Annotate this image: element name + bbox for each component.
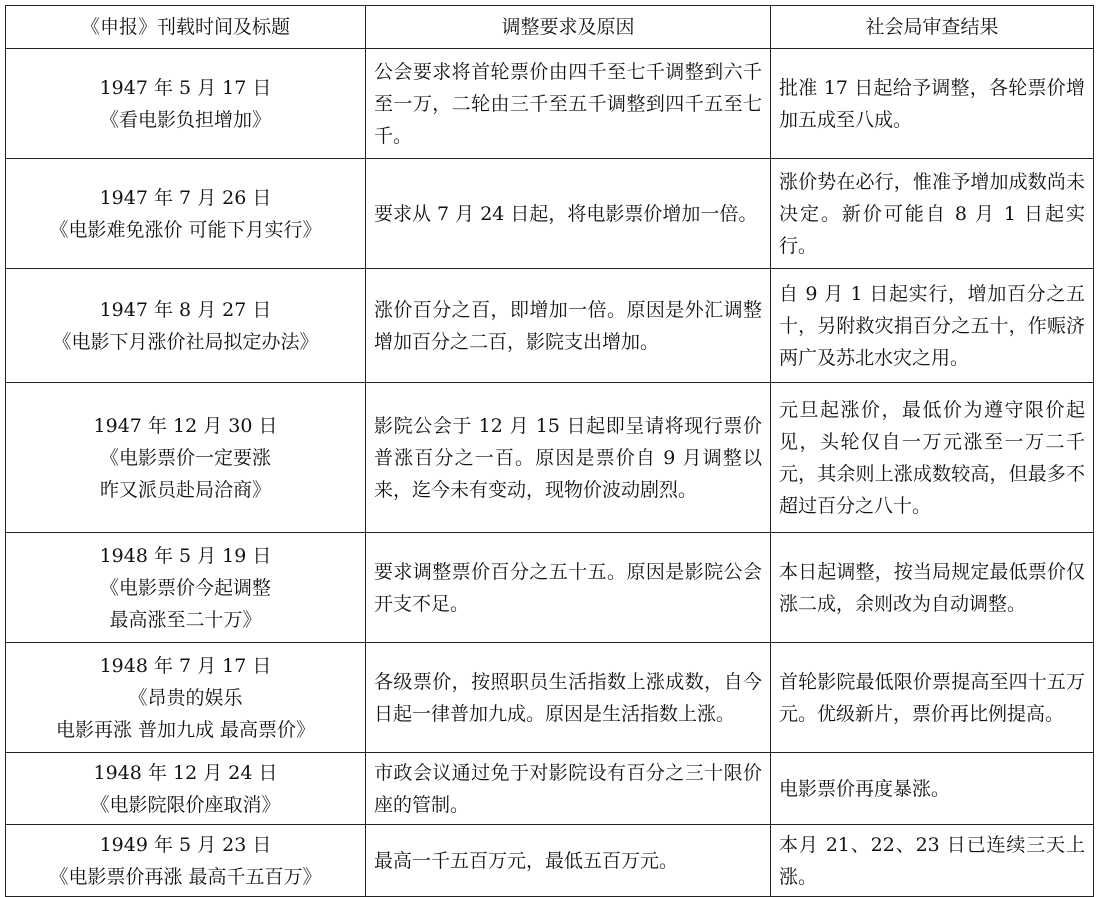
publish-date: 1947 年 7 月 26 日: [99, 186, 272, 209]
publish-date: 1948 年 12 月 24 日: [93, 761, 278, 784]
request-cell: 要求调整票价百分之五十五。原因是影院公会开支不足。: [366, 533, 771, 643]
article-title: 《电影院限价座取消》: [90, 793, 281, 816]
result-cell: 本日起调整，按当局规定最低票价仅涨二成，余则改为自动调整。: [771, 533, 1094, 643]
article-title: 《昂贵的娱乐: [128, 686, 243, 709]
price-adjustment-table: [5, 5, 1094, 897]
article-title: 《电影票价再涨 最高千五百万》: [49, 865, 322, 888]
publish-date: 1947 年 8 月 27 日: [99, 298, 272, 321]
request-cell: 涨价百分之百，即增加一倍。原因是外汇调整增加百分之二百，影院支出增加。: [366, 269, 771, 383]
article-title-cont: 昨又派员赴局洽商》: [99, 478, 271, 501]
result-cell: 自 9 月 1 日起实行，增加百分之五十，另附救灾捐百分之五十，作赈济两广及苏北水灾之用。: [771, 269, 1094, 383]
table-row: [6, 825, 1094, 897]
article-title: 《电影票价今起调整: [99, 576, 271, 599]
table-row: [6, 383, 1094, 533]
date-title-cell: [6, 533, 366, 643]
request-cell: 市政会议通过免于对影院设有百分之三十限价座的管制。: [366, 753, 771, 825]
publish-date: 1947 年 12 月 30 日: [93, 414, 278, 437]
result-cell: 批准 17 日起给予调整，各轮票价增加五成至八成。: [771, 49, 1094, 159]
request-cell: 影院公会于 12 月 15 日起即呈请将现行票价普涨百分之一百。原因是票价自 9 月调整以来，迄今未有变动，现物价波动剧烈。: [366, 383, 771, 533]
date-title-cell: [6, 269, 366, 383]
article-title-cont: 电影再涨 普加九成 最高票价》: [55, 718, 316, 741]
request-cell: 各级票价，按照职员生活指数上涨成数，自今日起一律普加九成。原因是生活指数上涨。: [366, 643, 771, 753]
result-cell: 元旦起涨价，最低价为遵守限价起见，头轮仅自一万元涨至一万二千元，其余则上涨成数较高，但最多不超过百分之八十。: [771, 383, 1094, 533]
result-cell: 涨价势在必行，惟准予增加成数尚未决定。新价可能自 8 月 1 日起实行。: [771, 159, 1094, 269]
date-title-cell: [6, 753, 366, 825]
header-request-reason: 调整要求及原因: [366, 6, 771, 49]
publish-date: 1948 年 5 月 19 日: [99, 544, 272, 567]
article-title: 《电影难免涨价 可能下月实行》: [49, 218, 322, 241]
header-review-result: 社会局审查结果: [771, 6, 1094, 49]
date-title-cell: [6, 159, 366, 269]
date-title-cell: [6, 49, 366, 159]
date-title-cell: [6, 825, 366, 897]
header-row: [6, 6, 1094, 49]
result-cell: 电影票价再度暴涨。: [771, 753, 1094, 825]
publish-date: 1948 年 7 月 17 日: [99, 654, 272, 677]
table-row: [6, 753, 1094, 825]
request-cell: 最高一千五百万元，最低五百万元。: [366, 825, 771, 897]
table-row: [6, 643, 1094, 753]
publish-date: 1947 年 5 月 17 日: [99, 76, 272, 99]
article-title-cont: 最高涨至二十万》: [109, 608, 262, 631]
table-row: [6, 159, 1094, 269]
request-cell: 公会要求将首轮票价由四千至七千调整到六千至一万，二轮由三千至五千调整到四千五至七千。: [366, 49, 771, 159]
header-date-title: 《申报》刊载时间及标题: [6, 6, 366, 49]
request-cell: 要求从 7 月 24 日起，将电影票价增加一倍。: [366, 159, 771, 269]
result-cell: 本月 21、22、23 日已连续三天上涨。: [771, 825, 1094, 897]
publish-date: 1949 年 5 月 23 日: [99, 833, 272, 856]
article-title: 《电影下月涨价社局拟定办法》: [52, 330, 319, 353]
table-row: [6, 533, 1094, 643]
date-title-cell: [6, 383, 366, 533]
article-title: 《看电影负担增加》: [99, 108, 271, 131]
table-row: [6, 269, 1094, 383]
article-title: 《电影票价一定要涨: [99, 446, 271, 469]
table-row: [6, 49, 1094, 159]
result-cell: 首轮影院最低限价票提高至四十五万元。优级新片，票价再比例提高。: [771, 643, 1094, 753]
date-title-cell: [6, 643, 366, 753]
